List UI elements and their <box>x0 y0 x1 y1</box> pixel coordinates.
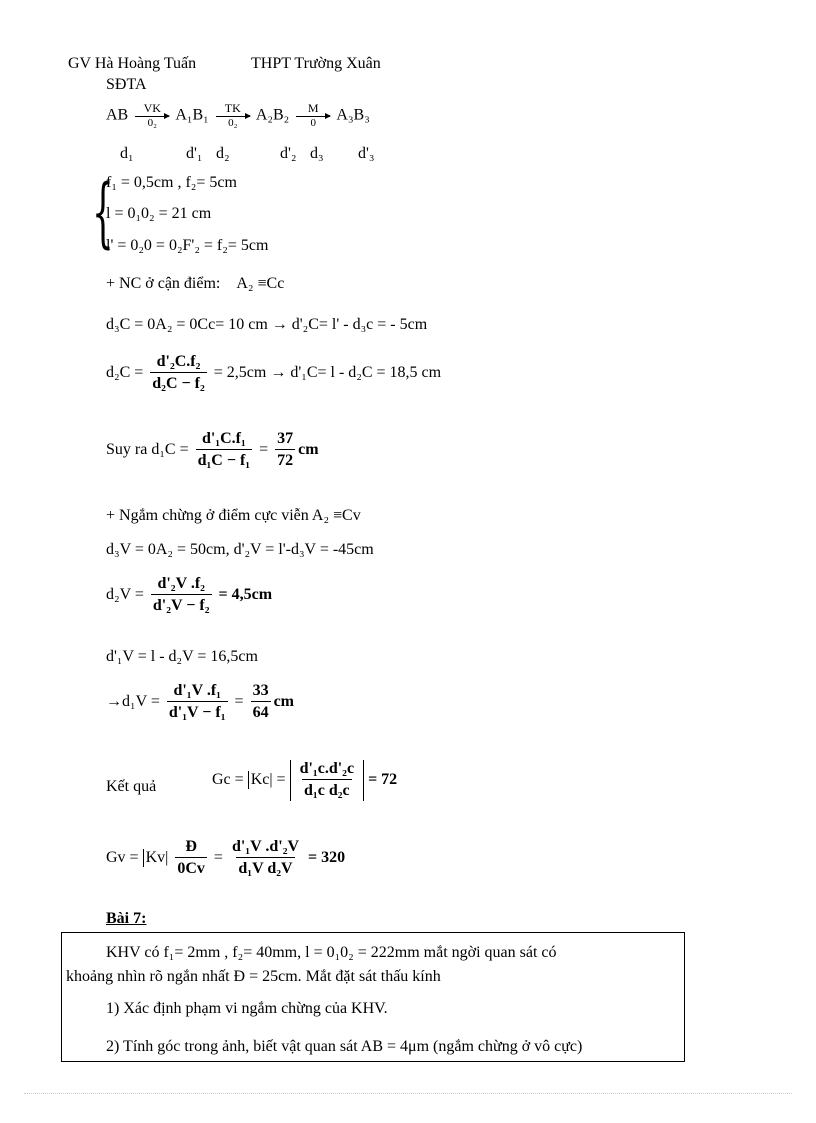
gv-abs-text: Kv <box>145 849 166 867</box>
result-label: Kết quả <box>106 778 157 795</box>
gc-value: = 72 <box>368 771 398 789</box>
near-heading <box>106 275 284 293</box>
gc-abs: Kc| <box>248 771 273 789</box>
arrow-1-bottom: 0₂ <box>147 116 157 129</box>
arrow-1-top: VK <box>143 101 161 115</box>
d1v-denominator: d'₁V − f₁ <box>167 701 228 722</box>
d2c-denominator: d₂C − f₂ <box>150 372 207 393</box>
arrow-2-bottom: 0₂ <box>228 116 238 129</box>
chain-dp3: d'₃ <box>358 145 375 162</box>
near-heading-text: + NC ở cận điểm: <box>106 275 221 292</box>
chain-d3: d₃ <box>310 145 324 162</box>
gv-fraction <box>230 838 301 879</box>
chain-ab: AB <box>106 106 129 124</box>
gc-lhs: Gc = <box>212 771 244 789</box>
arrow-right-icon <box>296 116 330 117</box>
d1c-value-fraction <box>275 430 295 471</box>
near-line-1: d₃C = 0A₂ = 0Cc= 10 cm → d'₂C= l' - d₃c = - 5cm <box>106 316 428 333</box>
gv-value: = 320 <box>308 849 346 867</box>
gc-numerator: d'₁c.d'₂c <box>299 760 355 777</box>
d1v-eq: = <box>234 693 244 711</box>
exercise-7-item-1: 1) Xác định phạm vi ngắm chừng của KHV. <box>106 1000 388 1017</box>
chain-arrow-3 <box>296 102 330 129</box>
d2v-numerator: d'₂V .f₂ <box>157 575 205 592</box>
gv-abs: Kv| <box>143 849 169 867</box>
d1v-fraction <box>167 682 228 723</box>
arrow-right-icon <box>135 116 169 117</box>
sdta-label: SĐTA <box>106 76 147 93</box>
d1v-value-numerator: 33 <box>252 682 269 699</box>
chain-d2: d₂ <box>216 145 230 162</box>
arrow-3-bottom: 0 <box>310 116 317 129</box>
gv-lhs: Gv = <box>106 849 139 867</box>
d2v-rhs: = 4,5cm <box>218 586 273 604</box>
d1c-lhs: Suy ra d₁C = <box>106 441 189 459</box>
image-chain <box>106 102 370 129</box>
d1c-value-denominator: 72 <box>275 449 295 470</box>
far-heading: + Ngắm chừng ở điểm cực viễn A₂ ≡Cv <box>106 507 361 524</box>
gv-d-fraction <box>175 838 207 879</box>
near-heading-eq: A₂ ≡Cc <box>236 275 285 292</box>
gc-abs-text: Kc <box>250 771 270 789</box>
d1c-eq: = <box>259 441 269 459</box>
d1c-equation <box>106 430 319 471</box>
exercise-7-line-2: khoảng nhìn rõ ngắn nhất Đ = 25cm. Mắt đặt sát thấu kính <box>66 968 441 985</box>
system-line-1: f₁ = 0,5cm , f₂= 5cm <box>106 174 237 191</box>
exercise-7-item-2: 2) Tính góc trong ảnh, biết vật quan sát AB = 4μm (ngắm chừng ở vô cực) <box>106 1038 583 1055</box>
arrow-2-top: TK <box>224 101 241 115</box>
gv-d-denominator: 0Cv <box>175 857 207 878</box>
chain-a1b1: A₁B₁ <box>175 106 209 124</box>
d1c-value-numerator: 37 <box>277 430 294 447</box>
d1c-unit: cm <box>298 441 319 459</box>
school-name: THPT Trường Xuân <box>251 55 381 72</box>
gc-equation <box>212 760 397 801</box>
d1v-value-denominator: 64 <box>251 701 271 722</box>
chain-arrow-2 <box>216 102 250 129</box>
gv-numerator: d'₁V .d'₂V <box>231 838 300 855</box>
far-line-1: d₃V = 0A₂ = 50cm, d'₂V = l'-d₃V = -45cm <box>106 541 374 558</box>
d1v-equation <box>106 682 294 723</box>
d1c-denominator: d₁C − f₁ <box>196 449 253 470</box>
exercise-7-title: Bài 7: <box>106 910 147 927</box>
gc-denominator: d₁c d₂c <box>302 779 352 800</box>
teacher-name: GV Hà Hoàng Tuấn <box>68 55 197 72</box>
page-bottom-divider <box>24 1093 792 1094</box>
d2c-equation <box>106 353 441 394</box>
gv-equation <box>106 838 345 879</box>
d1c-numerator: d'₁C.f₁ <box>201 430 246 447</box>
gc-fraction <box>298 760 356 801</box>
d2c-fraction <box>150 353 207 394</box>
chain-a3b3: A₃B₃ <box>336 106 370 124</box>
chain-a2b2: A₂B₂ <box>255 106 290 124</box>
exercise-7-line-1: KHV có f₁= 2mm , f₂= 40mm, l = 0₁0₂ = 222mm mắt ngời quan sát có <box>106 944 557 961</box>
d2v-lhs: d₂V = <box>106 586 144 604</box>
far-line-2: d'₁V = l - d₂V = 16,5cm <box>106 648 258 665</box>
gc-abs-fraction <box>290 760 364 801</box>
d2c-numerator: d'₂C.f₂ <box>156 353 201 370</box>
chain-dp1: d'₁ <box>186 145 203 162</box>
d1v-numerator: d'₁V .f₁ <box>173 682 221 699</box>
d2v-denominator: d'₂V − f₂ <box>151 594 212 615</box>
arrow-3-top: M <box>307 101 319 115</box>
d1c-fraction <box>196 430 253 471</box>
chain-arrow-1 <box>135 102 169 129</box>
system-line-2: l = 0₁0₂ = 21 cm <box>106 205 212 222</box>
d2c-lhs: d₂C = <box>106 364 144 382</box>
brace-icon: { <box>92 167 114 256</box>
gv-d-numerator: Đ <box>185 838 197 855</box>
chain-d1: d₁ <box>120 145 134 162</box>
gv-denominator: d₁V d₂V <box>236 857 294 878</box>
d2c-rhs: = 2,5cm → d'₁C= l - d₂C = 18,5 cm <box>213 364 442 382</box>
system-line-3: l' = 0₂0 = 0₂F'₂ = f₂= 5cm <box>106 237 269 254</box>
d2v-fraction <box>151 575 212 616</box>
gc-eq: = <box>276 771 286 789</box>
gv-eq: = <box>213 849 223 867</box>
d1v-unit: cm <box>273 693 294 711</box>
chain-dp2: d'₂ <box>280 145 297 162</box>
d1v-lhs: →d₁V = <box>106 693 160 711</box>
arrow-right-icon <box>216 116 250 117</box>
d2v-equation <box>106 575 272 616</box>
d1v-value-fraction <box>251 682 271 723</box>
